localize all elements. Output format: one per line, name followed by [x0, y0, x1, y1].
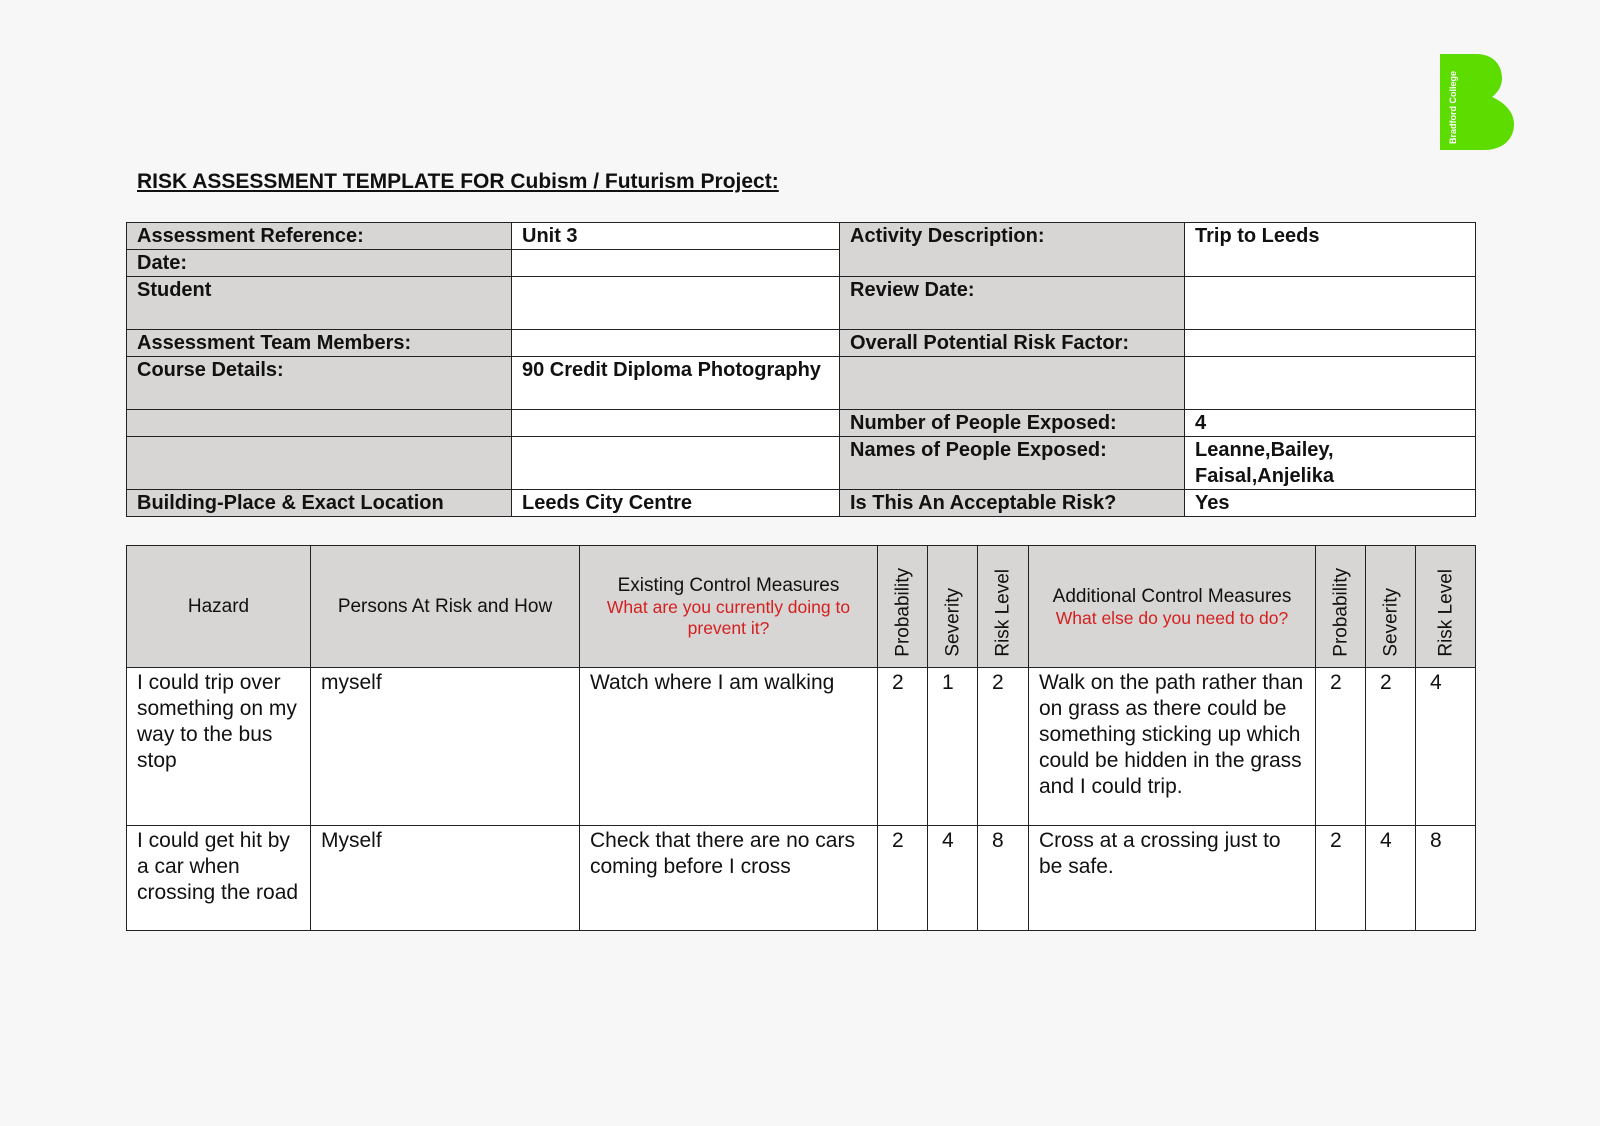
empty-label-cell — [840, 357, 1185, 410]
additional-control-cell: Walk on the path rather than on grass as there could be something sticking up which could be hidden in the grass and I could trip. — [1029, 668, 1316, 826]
activity-description-label: Activity Description: — [840, 223, 1185, 277]
header-severity-2 — [1366, 546, 1416, 668]
severity-cell: 4 — [928, 826, 978, 931]
risk-level-2-cell: 4 — [1416, 668, 1476, 826]
assessment-reference-label: Assessment Reference: — [127, 223, 512, 250]
date-value — [512, 250, 840, 277]
empty-value-cell — [512, 437, 840, 490]
header-risk-level-text: Risk Level — [992, 569, 1014, 657]
team-members-value — [512, 330, 840, 357]
review-date-label: Review Date: — [840, 277, 1185, 330]
header-additional-control — [1029, 546, 1316, 668]
header-hazard: Hazard — [127, 546, 311, 668]
header-severity — [928, 546, 978, 668]
empty-value-cell — [512, 410, 840, 437]
existing-control-cell: Watch where I am walking — [580, 668, 878, 826]
header-additional-subtitle: What else do you need to do? — [1055, 607, 1289, 628]
team-members-label: Assessment Team Members: — [127, 330, 512, 357]
student-value — [512, 277, 840, 330]
existing-control-cell: Check that there are no cars coming before I cross — [580, 826, 878, 931]
header-probability-text: Probability — [892, 568, 913, 657]
activity-description-value: Trip to Leeds — [1185, 223, 1476, 277]
severity-2-cell: 2 — [1366, 668, 1416, 826]
risk-level-2-cell: 8 — [1416, 826, 1476, 931]
risk-level-cell: 8 — [978, 826, 1029, 931]
hazard-cell: I could get hit by a car when crossing the road — [127, 826, 311, 931]
document-title: RISK ASSESSMENT TEMPLATE FOR Cubism / Futurism Project: — [137, 170, 779, 193]
header-persons-at-risk: Persons At Risk and How — [311, 546, 580, 668]
acceptable-risk-value: Yes — [1185, 490, 1476, 517]
review-date-value — [1185, 277, 1476, 330]
empty-label-cell — [127, 410, 512, 437]
header-severity-2-text: Severity — [1380, 588, 1401, 657]
persons-cell: myself — [311, 668, 580, 826]
empty-value-cell — [1185, 357, 1476, 410]
people-count-value: 4 — [1185, 410, 1476, 437]
people-count-label: Number of People Exposed: — [840, 410, 1185, 437]
header-existing-title: Existing Control Measures — [617, 575, 840, 596]
course-details-label: Course Details: — [127, 357, 512, 410]
header-probability-2-text: Probability — [1330, 568, 1351, 657]
bradford-college-logo — [1440, 54, 1514, 150]
header-existing-control — [580, 546, 878, 668]
table-row — [127, 826, 1476, 931]
header-risk-level — [978, 546, 1029, 668]
hazard-table-header-row — [127, 546, 1476, 668]
acceptable-risk-label: Is This An Acceptable Risk? — [840, 490, 1185, 517]
course-details-value: 90 Credit Diploma Photography — [512, 357, 840, 410]
location-value: Leeds City Centre — [512, 490, 840, 517]
severity-cell: 1 — [928, 668, 978, 826]
severity-2-cell: 4 — [1366, 826, 1416, 931]
people-names-value: Leanne,Bailey, Faisal,Anjelika — [1185, 437, 1476, 490]
persons-cell: Myself — [311, 826, 580, 931]
date-label: Date: — [127, 250, 512, 277]
probability-2-cell: 2 — [1316, 826, 1366, 931]
header-risk-level-2 — [1416, 546, 1476, 668]
hazard-cell: I could trip over something on my way to the bus stop — [127, 668, 311, 826]
location-label: Building-Place & Exact Location — [127, 490, 512, 517]
logo-text: Bradford College — [1448, 70, 1458, 144]
header-existing-subtitle: What are you currently doing to prevent it? — [606, 597, 851, 638]
table-row — [127, 668, 1476, 826]
assessment-reference-value: Unit 3 — [512, 223, 840, 250]
empty-label-cell — [127, 437, 512, 490]
header-risk-level-2-text: Risk Level — [1435, 569, 1456, 657]
risk-factor-value — [1185, 330, 1476, 357]
assessment-info-table — [126, 222, 1476, 517]
probability-cell: 2 — [878, 826, 928, 931]
student-label: Student — [127, 277, 512, 330]
risk-factor-label: Overall Potential Risk Factor: — [840, 330, 1185, 357]
probability-2-cell: 2 — [1316, 668, 1366, 826]
header-severity-text: Severity — [942, 588, 963, 657]
probability-cell: 2 — [878, 668, 928, 826]
people-names-label: Names of People Exposed: — [840, 437, 1185, 490]
risk-level-cell: 2 — [978, 668, 1029, 826]
header-additional-title: Additional Control Measures — [1052, 585, 1292, 607]
header-probability-2 — [1316, 546, 1366, 668]
header-probability — [878, 546, 928, 668]
hazard-table — [126, 545, 1476, 931]
additional-control-cell: Cross at a crossing just to be safe. — [1029, 826, 1316, 931]
